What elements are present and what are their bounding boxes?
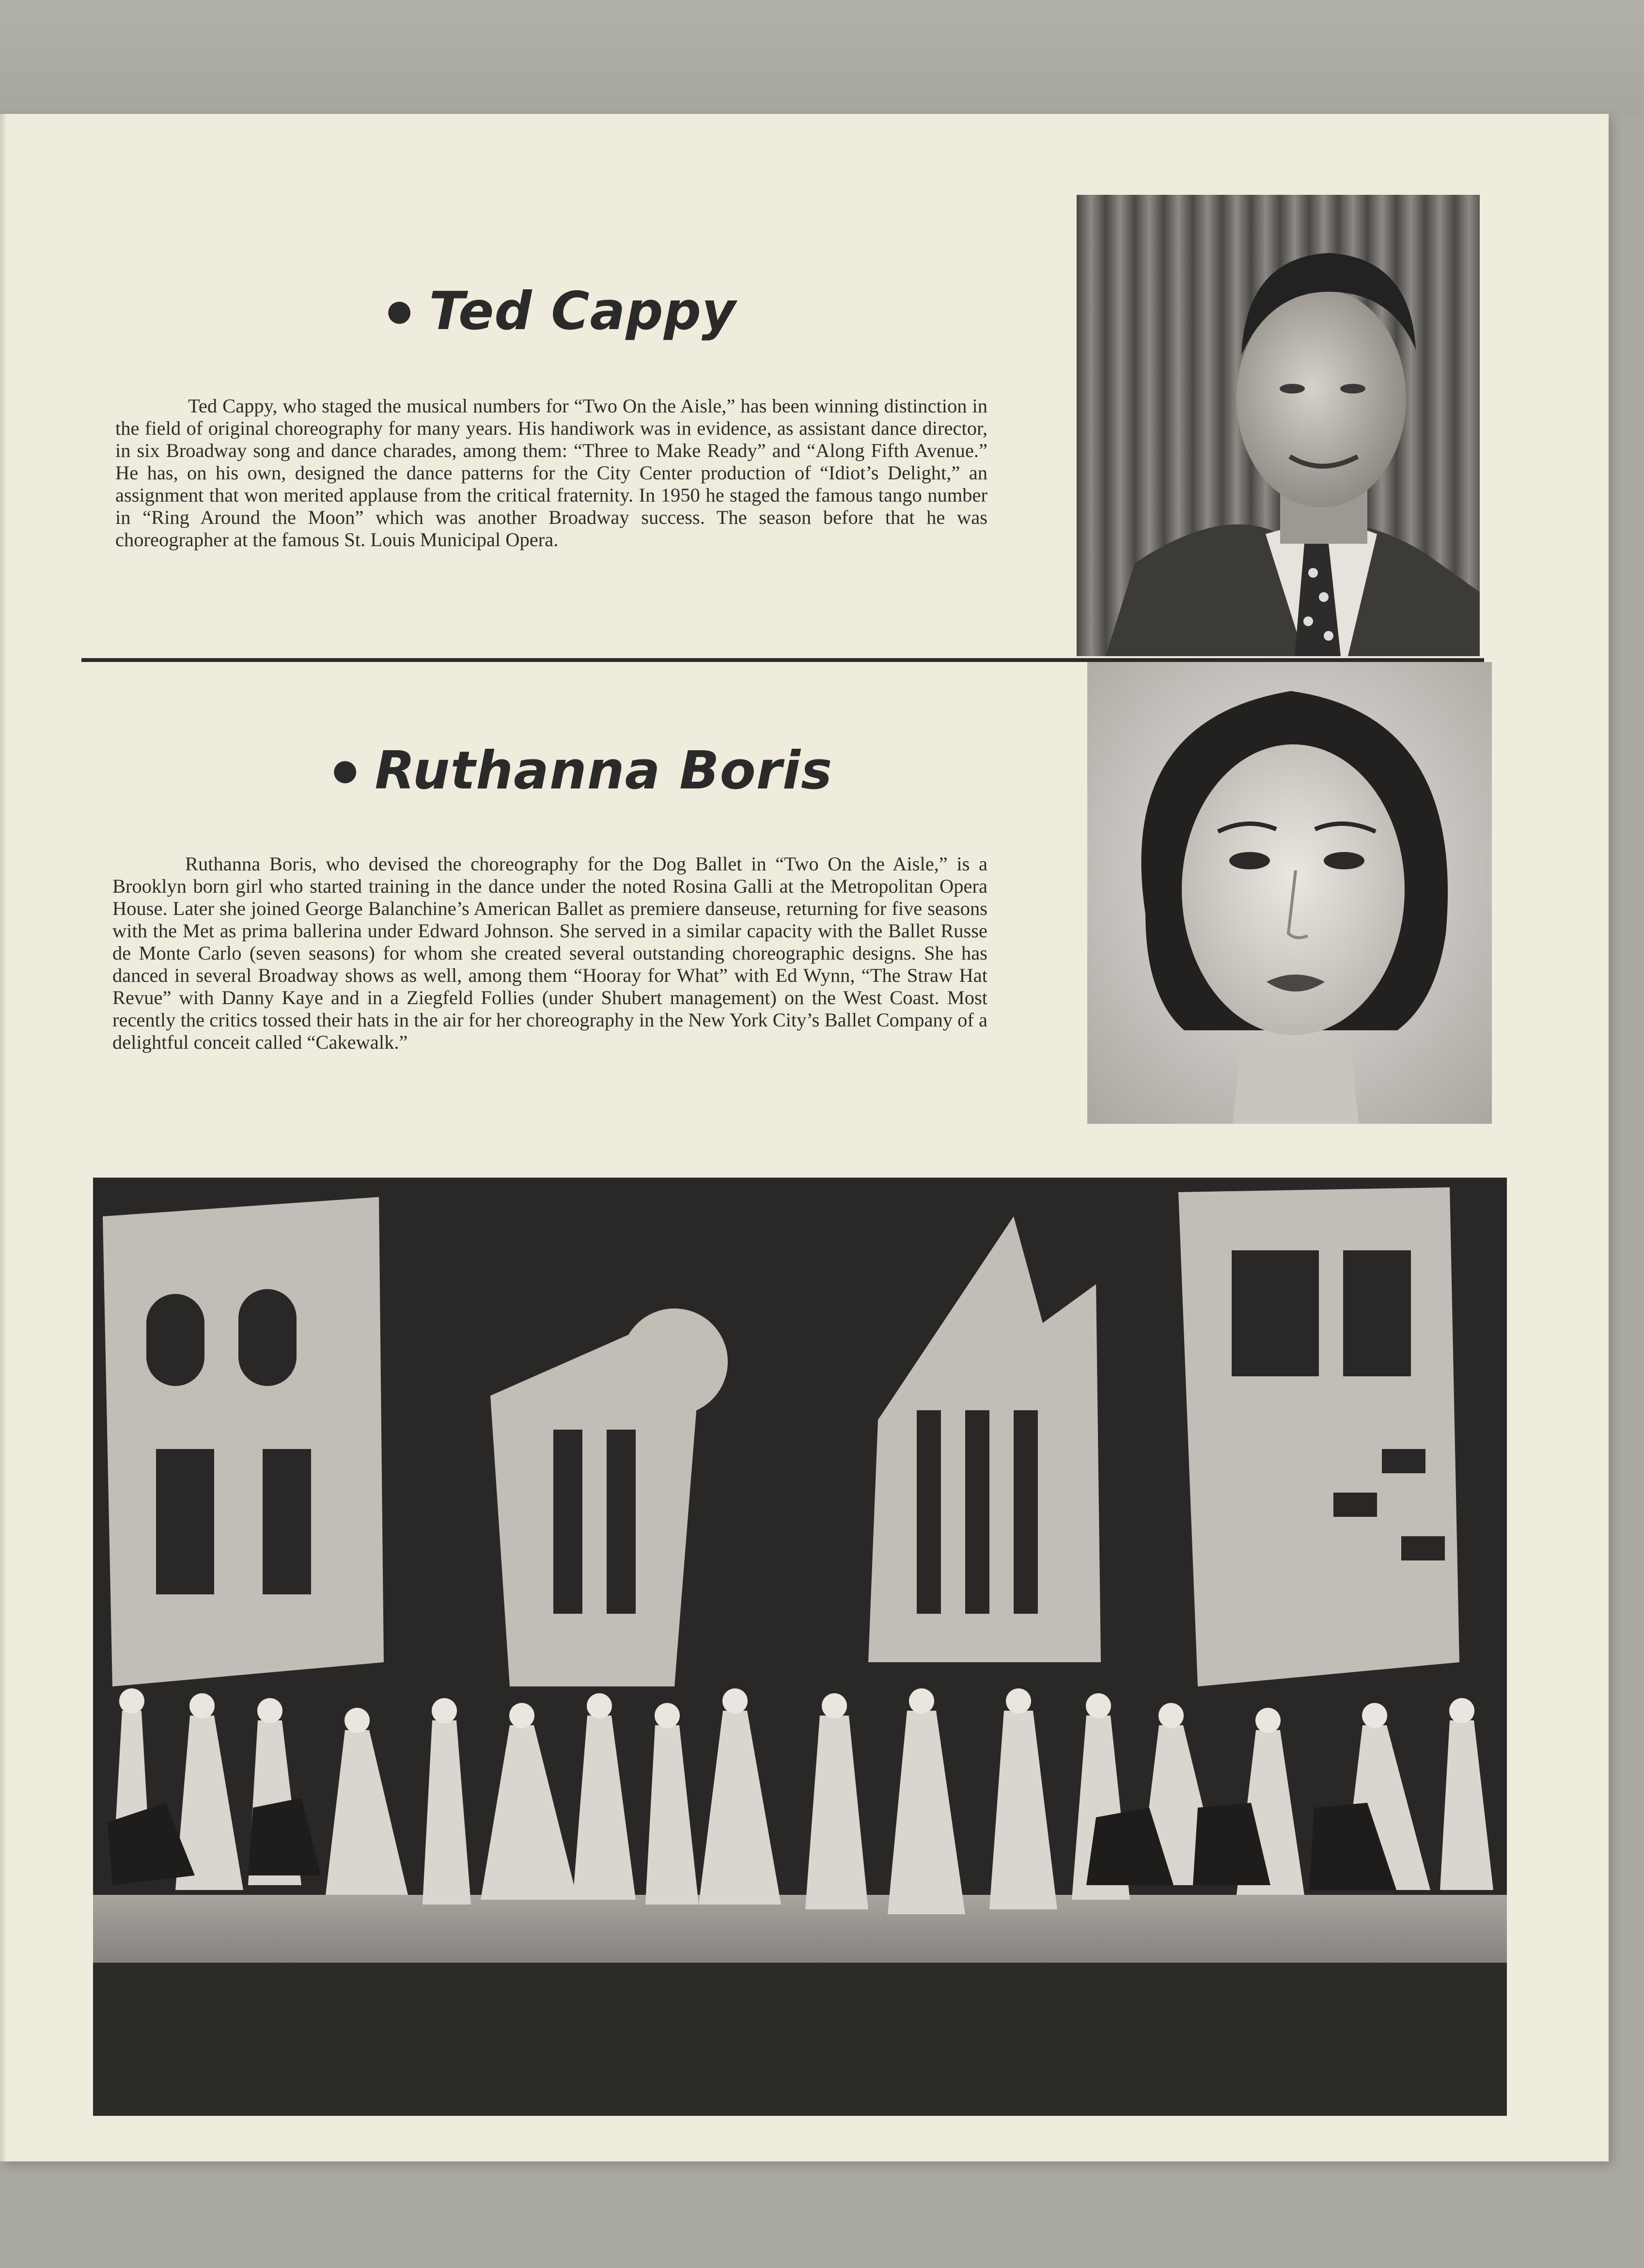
section-divider	[81, 658, 1484, 662]
bullet-icon: ●	[332, 753, 359, 788]
scan-background-top	[0, 0, 1644, 116]
ted-cappy-name: Ted Cappy	[429, 281, 736, 342]
page-spine-shadow	[0, 114, 7, 2161]
stage-production-photo	[93, 1178, 1507, 2116]
stage-production-image	[93, 1178, 1507, 2116]
ruthanna-boris-portrait	[1087, 662, 1492, 1124]
ted-cappy-portrait	[1077, 195, 1480, 656]
bullet-icon: ●	[387, 294, 413, 328]
ted-cappy-bio: Ted Cappy, who staged the musical numbers for “Two On the Aisle,” has been winning distinction in the field of original choreography for many years. His handiwork was in evidence, as assistant dance director, in six Broadway song and dance charades, among them: “Three to Make Ready” and “Along Fifth Avenue.” He has, on his own, designed the dance patterns for the City Center production of “Idiot’s Delight,” an assignment that won merited applause from the critical fraternity. In 1950 he staged the famous tango number in “Ring Around the Moon” which was another Broadway success. The season before that he was choreographer at the famous St. Louis Municipal Opera.	[115, 395, 987, 551]
ted-cappy-portrait-image	[1077, 195, 1480, 656]
section-title-ruthanna-boris	[332, 740, 832, 801]
ruthanna-boris-bio: Ruthanna Boris, who devised the choreography for the Dog Ballet in “Two On the Aisle,” is a Brooklyn born girl who started training in the dance under the noted Rosina Galli at the Metropolitan Opera House. Later she joined George Balanchine’s American Ballet as premiere danseuse, returning for five seasons with the Met as prima ballerina under Edward Johnson. She served in a similar capacity with the Ballet Russe de Monte Carlo (seven seasons) for whom she created several outstanding choreographic designs. She has danced in several Broadway shows as well, among them “Hooray for What” with Ed Wynn, “The Straw Hat Revue” with Danny Kaye and in a Ziegfeld Follies (under Shubert management) on the West Coast. Most recently the critics tossed their hats in the air for her choreography in the New York City’s Ballet Company of a delightful conceit called “Cakewalk.”	[112, 853, 987, 1053]
ruthanna-boris-name: Ruthanna Boris	[375, 740, 833, 801]
section-title-ted-cappy	[387, 281, 736, 342]
ruthanna-boris-portrait-image	[1087, 662, 1492, 1124]
